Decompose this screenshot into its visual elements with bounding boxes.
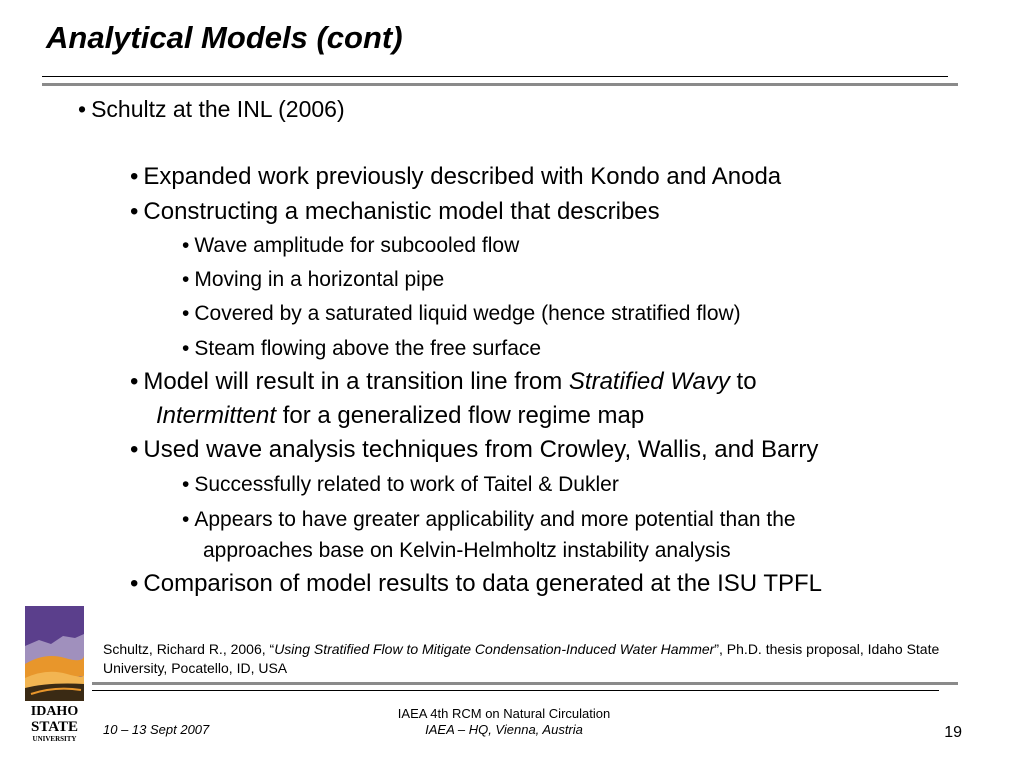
bullet-text: Covered by a saturated liquid wedge (hence stratified flow)	[194, 302, 741, 325]
bullet-text: Steam flowing above the free surface	[194, 337, 542, 360]
bullet-level3	[182, 302, 741, 326]
bullet-level2	[130, 368, 757, 396]
bullet-emphasis: Stratified Wavy	[568, 368, 730, 395]
bullet-text: Successfully related to work of Taitel & Dukler	[194, 473, 619, 496]
bullet-level3	[182, 473, 619, 497]
bullet-continuation	[203, 539, 731, 563]
footer-divider-thick	[92, 682, 958, 685]
bullet-text: Comparison of model results to data generated at the ISU TPFL	[143, 570, 822, 597]
bullet-level1	[78, 96, 345, 123]
bullet-text: Wave amplitude for subcooled flow	[194, 234, 520, 257]
bullet-icon: •	[182, 234, 190, 257]
bullet-icon: •	[130, 436, 139, 463]
bullet-text: Moving in a horizontal pipe	[194, 268, 445, 291]
bullet-text: Model will result in a transition line from	[143, 368, 569, 395]
title-divider-thin	[42, 76, 948, 77]
logo-text: IDAHO	[30, 704, 79, 719]
footer-event-name: IAEA 4th RCM on Natural Circulation	[397, 706, 611, 721]
bullet-text: Expanded work previously described with Kondo and Anoda	[143, 163, 782, 190]
bullet-level3	[182, 508, 796, 532]
footer-event-location: IAEA – HQ, Vienna, Austria	[425, 722, 583, 737]
bullet-level3	[182, 337, 541, 361]
bullet-icon: •	[182, 337, 190, 360]
bullet-level2	[130, 570, 822, 598]
bullet-level3	[182, 268, 444, 292]
bullet-level3	[182, 234, 519, 258]
logo-graphic	[25, 606, 84, 744]
slide-title: Analytical Models (cont)	[46, 20, 403, 55]
reference-text: ”, Ph.D. thesis proposal, Idaho State University, Pocatello, ID, USA	[103, 641, 940, 676]
bullet-icon: •	[130, 163, 139, 190]
bullet-icon: •	[182, 508, 190, 531]
bullet-text: Schultz at the INL (2006)	[91, 96, 345, 122]
bullet-text: Used wave analysis techniques from Crowley, Wallis, and Barry	[143, 436, 819, 463]
bullet-text: Constructing a mechanistic model that describes	[143, 198, 660, 225]
footer-event	[354, 706, 654, 738]
bullet-icon: •	[130, 570, 139, 597]
bullet-text: to	[729, 368, 757, 395]
bullet-continuation	[156, 402, 644, 430]
bullet-icon: •	[130, 198, 139, 225]
bullet-level2	[130, 436, 818, 464]
bullet-icon: •	[182, 473, 190, 496]
bullet-level2	[130, 163, 781, 191]
bullet-emphasis: Intermittent	[156, 402, 277, 429]
bullet-icon: •	[78, 96, 87, 122]
bullet-level2	[130, 198, 660, 226]
reference-citation	[103, 640, 943, 678]
title-divider-thick	[42, 83, 958, 86]
bullet-icon: •	[130, 368, 139, 395]
bullet-text: Appears to have greater applicability and more potential than the	[194, 508, 796, 531]
logo-text: STATE	[31, 719, 78, 735]
bullet-text: approaches base on Kelvin-Helmholtz instability analysis	[203, 539, 731, 562]
page-number: 19	[944, 724, 962, 741]
footer-divider-thin	[92, 690, 939, 691]
reference-text: Schultz, Richard R., 2006, “	[103, 641, 275, 657]
logo-text: UNIVERSITY	[32, 735, 77, 743]
footer-date: 10 – 13 Sept 2007	[103, 722, 210, 737]
reference-title: Using Stratified Flow to Mitigate Condensation-Induced Water Hammer	[274, 641, 715, 657]
university-logo	[25, 606, 84, 744]
bullet-text: for a generalized flow regime map	[276, 402, 645, 429]
bullet-icon: •	[182, 302, 190, 325]
bullet-icon: •	[182, 268, 190, 291]
